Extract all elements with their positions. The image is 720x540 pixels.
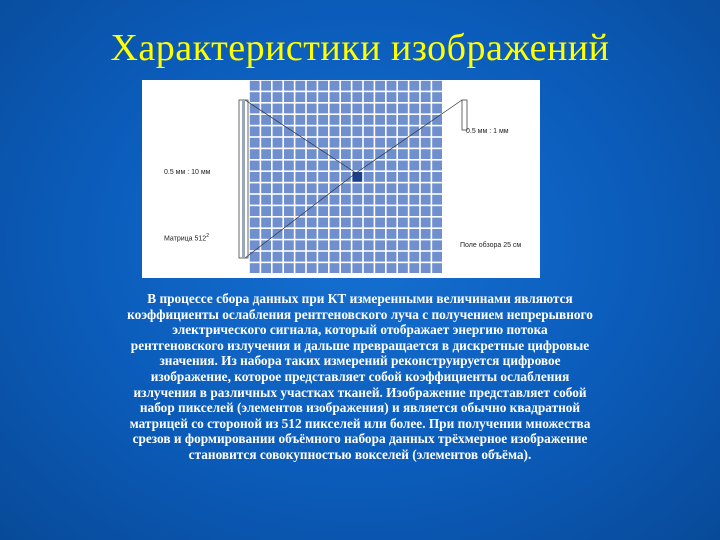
pixel-cell (364, 126, 374, 136)
pixel-cell (284, 206, 294, 216)
body-line: коэффициенты ослабления рентгеновского луча с получением непрерывного (127, 306, 593, 322)
pixel-cell (421, 81, 431, 91)
pixel-cell (341, 81, 351, 91)
pixel-cell (398, 104, 408, 114)
pixel-cell (273, 206, 283, 216)
pixel-cell (330, 149, 340, 159)
pixel-cell (352, 92, 362, 102)
pixel-cell (273, 138, 283, 148)
body-line: изображение, которое представляет собой коэффициенты ослабления (150, 368, 570, 384)
pixel-cell (330, 218, 340, 228)
pixel-cell (295, 183, 305, 193)
pixel-cell (330, 195, 340, 205)
body-line: срезов и формировании объёмного набора данных трёхмерное изображение (132, 431, 588, 447)
pixel-cell (318, 195, 328, 205)
pixel-cell (273, 92, 283, 102)
pixel-cell (261, 195, 271, 205)
pixel-cell (398, 161, 408, 171)
pixel-cell (375, 183, 385, 193)
pixel-cell (375, 206, 385, 216)
pixel-cell (330, 115, 340, 125)
matrix-size-label (164, 233, 209, 242)
pixel-cell (307, 149, 317, 159)
pixel-cell (318, 92, 328, 102)
pixel-cell (352, 126, 362, 136)
pixel-cell (341, 229, 351, 239)
pixel-cell (421, 161, 431, 171)
pixel-cell (409, 195, 419, 205)
pixel-cell (261, 161, 271, 171)
pixel-cell (250, 138, 260, 148)
pixel-cell (387, 195, 397, 205)
pixel-cell (398, 206, 408, 216)
pixel-cell (398, 115, 408, 125)
pixel-cell (432, 218, 442, 228)
pixel-cell (364, 183, 374, 193)
pixel-cell (341, 92, 351, 102)
pixel-cell (307, 218, 317, 228)
pixel-cell (341, 104, 351, 114)
pixel-cell (352, 149, 362, 159)
pixel-cell (387, 206, 397, 216)
pixel-cell (307, 81, 317, 91)
pixel-cell (398, 81, 408, 91)
pixel-cell (273, 172, 283, 182)
pixel-cell (330, 252, 340, 262)
pixel-cell (364, 92, 374, 102)
pixel-cell (375, 240, 385, 250)
body-line: электрического сигнала, который отображает энергию потока (172, 322, 548, 338)
body-line: становится совокупностью вокселей (элементов объёма). (188, 446, 532, 462)
pixel-cell (261, 138, 271, 148)
pixel-cell (273, 161, 283, 171)
pixel-cell (375, 104, 385, 114)
pixel-cell (261, 172, 271, 182)
pixel-cell (307, 115, 317, 125)
pixel-cell (261, 183, 271, 193)
pixel-cell (250, 195, 260, 205)
pixel-cell (307, 252, 317, 262)
pixel-cell (409, 92, 419, 102)
pixel-cell (318, 206, 328, 216)
pixel-cell (364, 229, 374, 239)
pixel-cell (261, 126, 271, 136)
pixel-cell (341, 263, 351, 273)
pixel-cell (330, 126, 340, 136)
body-line: рентгеновского излучения и дальше превращается в дискретные цифровые (130, 337, 590, 353)
pixel-cell (409, 218, 419, 228)
pixel-cell (398, 92, 408, 102)
pixel-cell (273, 126, 283, 136)
pixel-cell (318, 149, 328, 159)
pixel-cell (375, 172, 385, 182)
pixel-cell (284, 195, 294, 205)
pixel-cell (398, 172, 408, 182)
pixel-cell (409, 115, 419, 125)
pixel-cell (318, 263, 328, 273)
pixel-cell (375, 126, 385, 136)
pixel-cell (398, 240, 408, 250)
pixel-cell (409, 263, 419, 273)
pixel-cell (318, 229, 328, 239)
pixel-cell (250, 161, 260, 171)
pixel-cell (352, 183, 362, 193)
pixel-cell (387, 81, 397, 91)
pixel-cell (409, 206, 419, 216)
pixel-cell (432, 126, 442, 136)
pixel-cell (318, 240, 328, 250)
pixel-cell (273, 195, 283, 205)
pixel-cell (375, 195, 385, 205)
pixel-cell (250, 229, 260, 239)
pixel-cell (307, 126, 317, 136)
pixel-cell (284, 183, 294, 193)
pixel-cell (387, 161, 397, 171)
pixel-cell (341, 138, 351, 148)
pixel-cell (375, 229, 385, 239)
pixel-cell (330, 92, 340, 102)
pixel-cell (432, 104, 442, 114)
pixel-cell (284, 81, 294, 91)
pixel-cell (250, 92, 260, 102)
pixel-cell (421, 252, 431, 262)
pixel-cell (387, 252, 397, 262)
pixel-cell (432, 263, 442, 273)
pixel-cell (409, 240, 419, 250)
pixel-cell (398, 183, 408, 193)
pixel-cell (352, 138, 362, 148)
body-line: В процессе сбора данных при КТ измеренными величинами являются (147, 291, 573, 306)
pixel-cell (432, 138, 442, 148)
pixel-cell (409, 229, 419, 239)
pixel-cell (318, 183, 328, 193)
pixel-cell (432, 81, 442, 91)
pixel-cell (307, 195, 317, 205)
pixel-cell (295, 263, 305, 273)
pixel-cell (352, 115, 362, 125)
pixel-cell (318, 218, 328, 228)
pixel-cell (261, 92, 271, 102)
pixel-cell (307, 183, 317, 193)
pixel-cell (341, 149, 351, 159)
pixel-cell (352, 263, 362, 273)
pixel-cell (352, 195, 362, 205)
pixel-cell (295, 218, 305, 228)
pixel-cell (330, 172, 340, 182)
pixel-cell (409, 183, 419, 193)
pixel-cell (364, 252, 374, 262)
pixel-cell (364, 240, 374, 250)
pixel-cell (295, 229, 305, 239)
pixel-cell (318, 81, 328, 91)
pixel-cell (432, 149, 442, 159)
pixel-cell (295, 172, 305, 182)
pixel-cell (409, 161, 419, 171)
pixel-cell (284, 229, 294, 239)
pixel-cell (398, 195, 408, 205)
pixel-cell (250, 218, 260, 228)
pixel-cell (364, 172, 374, 182)
pixel-cell (307, 161, 317, 171)
pixel-cell (398, 149, 408, 159)
pixel-cell (409, 149, 419, 159)
pixel-cell (318, 126, 328, 136)
pixel-cell (261, 149, 271, 159)
pixel-cell (284, 104, 294, 114)
pixel-cell (364, 218, 374, 228)
pixel-cell (261, 263, 271, 273)
pixel-cell (284, 218, 294, 228)
pixel-cell (432, 92, 442, 102)
pixel-cell (432, 229, 442, 239)
pixel-cell (261, 252, 271, 262)
pixel-cell (364, 115, 374, 125)
pixel-cell (295, 104, 305, 114)
pixel-cell (432, 161, 442, 171)
pixel-cell (387, 229, 397, 239)
pixel-cell (421, 104, 431, 114)
pixel-cell (273, 183, 283, 193)
pixel-cell (261, 229, 271, 239)
pixel-cell (295, 92, 305, 102)
pixel-cell (375, 115, 385, 125)
pixel-cell (284, 149, 294, 159)
slice-slab-edge (242, 100, 245, 258)
field-of-view-label: Поле обзора 25 см (460, 242, 522, 249)
pixel-cell (375, 218, 385, 228)
pixel-cell (318, 115, 328, 125)
pixel-cell (398, 252, 408, 262)
voxel-depth-label: 0.5 мм : 10 мм (164, 169, 211, 176)
pixel-cell (284, 138, 294, 148)
pixel-cell (341, 115, 351, 125)
pixel-cell (432, 206, 442, 216)
single-pixel-block (462, 100, 467, 130)
pixel-cell (352, 206, 362, 216)
pixel-cell (387, 240, 397, 250)
pixel-cell (387, 218, 397, 228)
pixel-cell (307, 206, 317, 216)
pixel-cell (421, 138, 431, 148)
pixel-cell (250, 126, 260, 136)
pixel-cell (318, 252, 328, 262)
pixel-cell (273, 240, 283, 250)
pixel-cell (250, 81, 260, 91)
pixel-cell (387, 183, 397, 193)
highlighted-pixel (352, 172, 362, 182)
pixel-cell (341, 195, 351, 205)
pixel-cell (295, 240, 305, 250)
pixel-cell (432, 240, 442, 250)
pixel-cell (387, 104, 397, 114)
pixel-cell (364, 195, 374, 205)
pixel-cell (352, 252, 362, 262)
pixel-cell (307, 263, 317, 273)
body-line: матрицей со стороной из 512 пикселей или более. При получении множества (129, 415, 591, 431)
pixel-cell (421, 115, 431, 125)
pixel-cell (341, 218, 351, 228)
pixel-cell (421, 206, 431, 216)
pixel-size-label: 0.5 мм : 1 мм (466, 128, 509, 135)
pixel-cell (398, 263, 408, 273)
pixel-cell (318, 104, 328, 114)
pixel-cell (432, 172, 442, 182)
pixel-cell (295, 115, 305, 125)
pixel-cell (307, 229, 317, 239)
body-line: излучения в различных участках тканей. Изображение представляет собой (133, 384, 587, 400)
pixel-cell (318, 161, 328, 171)
pixel-cell (364, 206, 374, 216)
pixel-cell (250, 149, 260, 159)
pixel-cell (398, 126, 408, 136)
pixel-cell (352, 161, 362, 171)
pixel-cell (387, 126, 397, 136)
pixel-cell (364, 263, 374, 273)
pixel-cell (284, 252, 294, 262)
pixel-cell (352, 81, 362, 91)
matrix-size-exponent: 2 (206, 233, 209, 239)
pixel-cell (364, 104, 374, 114)
pixel-cell (352, 104, 362, 114)
pixel-cell (284, 240, 294, 250)
pixel-cell (307, 104, 317, 114)
pixel-cell (330, 206, 340, 216)
pixel-cell (307, 172, 317, 182)
pixel-cell (273, 81, 283, 91)
pixel-cell (387, 115, 397, 125)
pixel-cell (387, 92, 397, 102)
body-line: набор пикселей (элементов изображения) и является обычно квадратной (139, 400, 581, 416)
pixel-cell (295, 206, 305, 216)
pixel-cell (295, 161, 305, 171)
pixel-cell (273, 149, 283, 159)
pixel-cell (273, 252, 283, 262)
pixel-cell (421, 263, 431, 273)
pixel-cell (341, 183, 351, 193)
pixel-cell (421, 218, 431, 228)
pixel-cell (295, 81, 305, 91)
pixel-cell (284, 92, 294, 102)
pixel-cell (375, 263, 385, 273)
pixel-cell (330, 138, 340, 148)
slide-body-text (30, 291, 690, 463)
pixel-cell (375, 252, 385, 262)
pixel-cell (250, 183, 260, 193)
pixel-grid (250, 81, 442, 273)
pixel-cell (432, 183, 442, 193)
pixel-cell (330, 81, 340, 91)
pixel-cell (284, 161, 294, 171)
pixel-cell (307, 92, 317, 102)
pixel-cell (250, 240, 260, 250)
pixel-cell (273, 104, 283, 114)
pixel-cell (295, 252, 305, 262)
pixel-cell (273, 263, 283, 273)
slide-title: Характеристики изображений (110, 27, 610, 69)
pixel-cell (409, 172, 419, 182)
pixel-cell (295, 138, 305, 148)
pixel-cell (409, 81, 419, 91)
pixel-cell (295, 126, 305, 136)
pixel-cell (398, 218, 408, 228)
pixel-cell (398, 229, 408, 239)
pixel-cell (421, 172, 431, 182)
pixel-cell (409, 252, 419, 262)
pixel-cell (352, 229, 362, 239)
body-line: значения. Из набора таких измерений реконструируется цифровое (159, 353, 561, 369)
pixel-cell (273, 218, 283, 228)
pixel-cell (364, 81, 374, 91)
pixel-cell (341, 206, 351, 216)
pixel-cell (387, 172, 397, 182)
pixel-cell (375, 161, 385, 171)
pixel-cell (421, 240, 431, 250)
pixel-cell (250, 172, 260, 182)
pixel-cell (307, 240, 317, 250)
pixel-cell (261, 206, 271, 216)
pixel-cell (421, 149, 431, 159)
pixel-cell (421, 229, 431, 239)
pixel-cell (284, 172, 294, 182)
pixel-cell (284, 263, 294, 273)
pixel-cell (295, 195, 305, 205)
pixel-cell (409, 138, 419, 148)
pixel-cell (341, 240, 351, 250)
pixel-cell (409, 104, 419, 114)
pixel-cell (250, 263, 260, 273)
pixel-cell (421, 195, 431, 205)
pixel-cell (250, 115, 260, 125)
pixel-cell (421, 92, 431, 102)
pixel-cell (330, 104, 340, 114)
pixel-cell (295, 149, 305, 159)
pixel-cell (250, 206, 260, 216)
pixel-cell (341, 252, 351, 262)
pixel-cell (375, 81, 385, 91)
pixel-cell (409, 126, 419, 136)
pixel-cell (432, 195, 442, 205)
pixel-cell (261, 218, 271, 228)
pixel-cell (352, 240, 362, 250)
pixel-cell (375, 92, 385, 102)
pixel-cell (318, 138, 328, 148)
pixel-cell (330, 240, 340, 250)
pixel-cell (421, 126, 431, 136)
pixel-cell (432, 252, 442, 262)
pixel-cell (284, 115, 294, 125)
matrix-size-text: Матрица 512 (164, 235, 207, 243)
pixel-cell (330, 263, 340, 273)
pixel-cell (318, 172, 328, 182)
pixel-cell (330, 161, 340, 171)
pixel-matrix-figure (142, 80, 540, 278)
pixel-cell (364, 138, 374, 148)
pixel-cell (375, 138, 385, 148)
pixel-cell (330, 229, 340, 239)
pixel-cell (341, 126, 351, 136)
pixel-cell (387, 263, 397, 273)
pixel-cell (261, 81, 271, 91)
pixel-cell (364, 149, 374, 159)
pixel-cell (352, 218, 362, 228)
pixel-cell (421, 183, 431, 193)
